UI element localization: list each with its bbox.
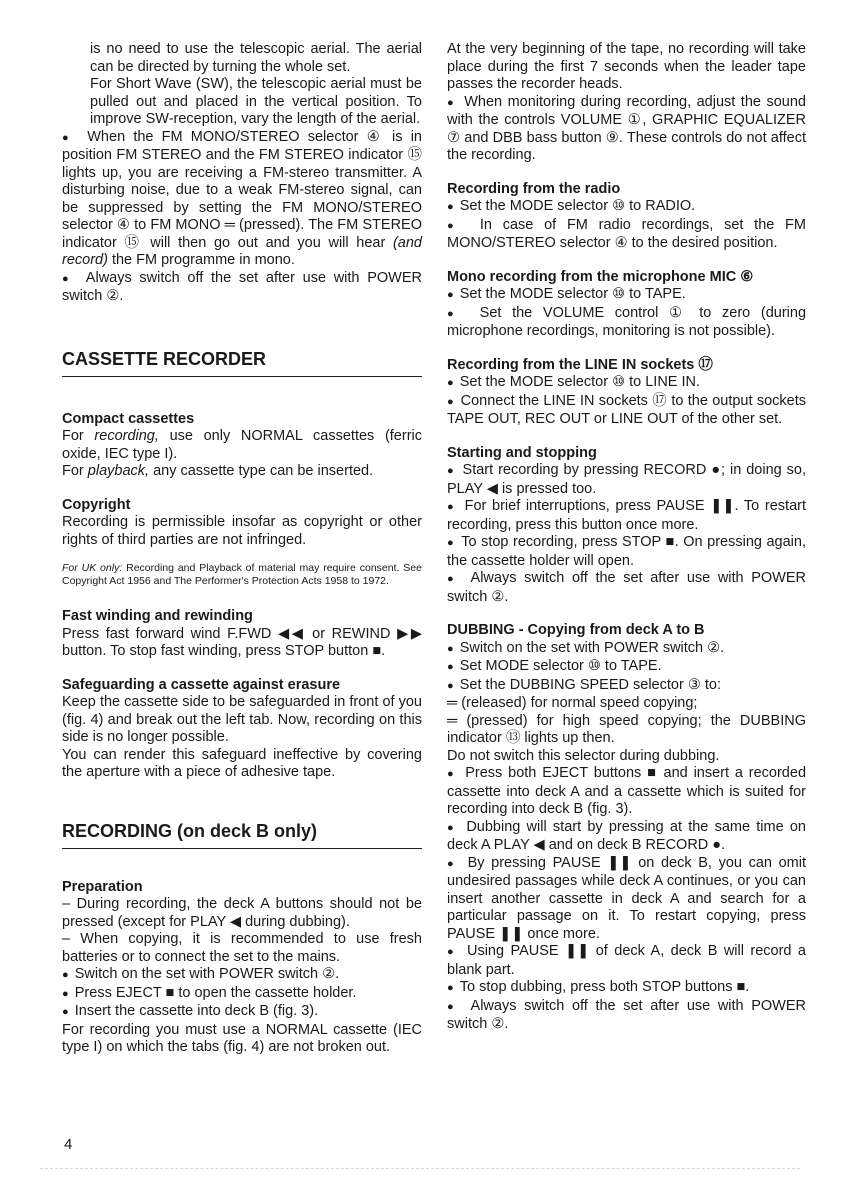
dub-warning: Do not switch this selector during dubbing. xyxy=(447,747,720,764)
dub-step-3: ● Set the DUBBING SPEED selector ③ to: xyxy=(447,677,806,696)
dub-step-start: ● Dubbing will start by pressing at the same time on deck A PLAY ◀ and on deck B RECORD ●. xyxy=(447,819,806,855)
leader-tape-paragraph: At the very beginning of the tape, no recording will take place during the first 7 seconds when the leader tape passes the recorder heads. xyxy=(447,41,806,92)
copyright-heading: Copyright xyxy=(62,496,131,513)
radio-step-1: ● Set the MODE selector ⑩ to RADIO. xyxy=(447,198,806,217)
dub-step-blank: ● Using PAUSE ❚❚ of deck A, deck B will record a blank part. xyxy=(447,943,806,979)
mono-step-2: ● Set the VOLUME control ① to zero (during microphone recordings, monitoring is not possible). xyxy=(447,305,806,341)
mono-heading: Mono recording from the microphone MIC ⑥ xyxy=(447,268,754,285)
line-in-heading: Recording from the LINE IN sockets ⑰ xyxy=(447,356,713,373)
recording-heading: RECORDING (on deck B only) xyxy=(62,820,422,849)
line-in-step-2: ● Connect the LINE IN sockets ⑰ to the output sockets TAPE OUT, REC OUT or LINE OUT of the other set. xyxy=(447,393,806,429)
prep-power-on: ● Switch on the set with POWER switch ②. xyxy=(62,966,422,985)
aerial-paragraph: is no need to use the telescopic aerial. The aerial can be directed by turning the whole set. xyxy=(90,41,422,75)
prep-deck-a-note: – During recording, the deck A buttons should not be pressed (except for PLAY ◀ during dubbing). xyxy=(62,896,422,930)
dub-step-stop: ● To stop dubbing, press both STOP buttons ■. xyxy=(447,979,806,998)
line-in-step-1: ● Set the MODE selector ⑩ to LINE IN. xyxy=(447,374,806,393)
short-wave-paragraph: For Short Wave (SW), the telescopic aerial must be pulled out and placed in the vertical position. To improve SW-reception, vary the length of the aerial. xyxy=(90,76,422,127)
copyright-text: Recording is permissible insofar as copyright or other rights of third parties are not infringed. xyxy=(62,514,422,548)
compact-playback-text: For playback, any cassette type can be inserted. xyxy=(62,463,374,479)
scan-artifact xyxy=(40,1168,800,1175)
dub-speed-normal: ═ (released) for normal speed copying; xyxy=(447,695,698,711)
radio-step-2: ● In case of FM radio recordings, set the FM MONO/STEREO selector ④ to the desired position. xyxy=(447,217,806,253)
fast-winding-text: Press fast forward wind F.FWD ◀◀ or REWIND ▶▶ button. To stop fast winding, press STOP button ■. xyxy=(62,625,422,659)
cassette-recorder-heading: CASSETTE RECORDER xyxy=(62,348,422,377)
dub-step-pause: ● By pressing PAUSE ❚❚ on deck B, you can omit undesired passages while deck A continues, or you can insert another cassette in deck A and search for a particular passage on it. To restart copying, press PAUSE ❚❚ once more. xyxy=(447,855,806,944)
dub-step-1: ● Switch on the set with POWER switch ②. xyxy=(447,640,806,659)
start-step-1: ● Start recording by pressing RECORD ●; in doing so, PLAY ◀ is pressed too. xyxy=(447,462,806,498)
prep-eject: ● Press EJECT ■ to open the cassette holder. xyxy=(62,985,422,1004)
power-off-paragraph: ● Always switch off the set after use with POWER switch ②. xyxy=(62,270,422,306)
right-column xyxy=(447,41,806,1034)
fast-winding-heading: Fast winding and rewinding xyxy=(62,608,253,624)
dub-step-eject: ● Press both EJECT buttons ■ and insert a recorded cassette into deck A and a cassette which is suited for recording into deck B (fig. 3). xyxy=(447,765,806,819)
start-step-4: ● Always switch off the set after use with POWER switch ②. xyxy=(447,570,806,606)
compact-recording-text: For recording, use only NORMAL cassettes (ferric oxide, IEC type I). xyxy=(62,428,423,462)
prep-insert: ● Insert the cassette into deck B (fig. 3). xyxy=(62,1003,422,1022)
left-column xyxy=(62,41,422,1057)
safeguard-text-2: You can render this safeguard ineffective by covering the aperture with a piece of adhesive tape. xyxy=(62,746,422,780)
radio-heading: Recording from the radio xyxy=(447,180,621,197)
preparation-heading: Preparation xyxy=(62,878,143,895)
prep-batteries-note: – When copying, it is recommended to use fresh batteries or to connect the set to the mains. xyxy=(62,931,422,965)
start-step-3: ● To stop recording, press STOP ■. On pressing again, the cassette holder will open. xyxy=(447,534,806,570)
prep-normal-cassette: For recording you must use a NORMAL cassette (IEC type I) on which the tabs (fig. 4) are not broken out. xyxy=(62,1021,422,1055)
monitoring-paragraph: ● When monitoring during recording, adjust the sound with the controls VOLUME ①, GRAPHIC EQUALIZER ⑦ and DBB bass button ⑨. These controls do not affect the recording. xyxy=(447,94,806,165)
start-stop-heading: Starting and stopping xyxy=(447,444,597,461)
mono-step-1: ● Set the MODE selector ⑩ to TAPE. xyxy=(447,286,806,305)
compact-cassettes-heading: Compact cassettes xyxy=(62,410,195,427)
dub-speed-high: ═ (pressed) for high speed copying; the DUBBING indicator ⑬ lights up then. xyxy=(447,712,806,746)
safeguard-text-1: Keep the cassette side to be safeguarded in front of you (fig. 4) and break out the left tab. Now, recording on this side is no longer possible. xyxy=(62,694,422,745)
start-step-2: ● For brief interruptions, press PAUSE ❚❚. To restart recording, press this button once more. xyxy=(447,498,806,534)
uk-note: For UK only: Recording and Playback of material may require consent. See Copyright Act 1956 and The Performer's Protection Acts 1958 to 1972. xyxy=(62,562,422,587)
page-number: 4 xyxy=(64,1136,73,1153)
dub-step-2: ● Set MODE selector ⑩ to TAPE. xyxy=(447,658,806,677)
dubbing-heading: DUBBING - Copying from deck A to B xyxy=(447,622,705,638)
dub-step-power: ● Always switch off the set after use with POWER switch ②. xyxy=(447,998,806,1034)
fm-stereo-paragraph: ● When the FM MONO/STEREO selector ④ is in position FM STEREO and the FM STEREO indicator ⑮ lights up, you are receiving a FM-stereo transmitter. A disturbing noise, due to a weak FM-stereo signal, can be suppressed by setting the FM MONO/STEREO selector ④ to FM MONO ═ (pressed). The FM STEREO indicator ⑮ will then go out and you will hear (and record) the FM programme in mono. xyxy=(62,129,422,270)
safeguard-heading: Safeguarding a cassette against erasure xyxy=(62,676,341,693)
